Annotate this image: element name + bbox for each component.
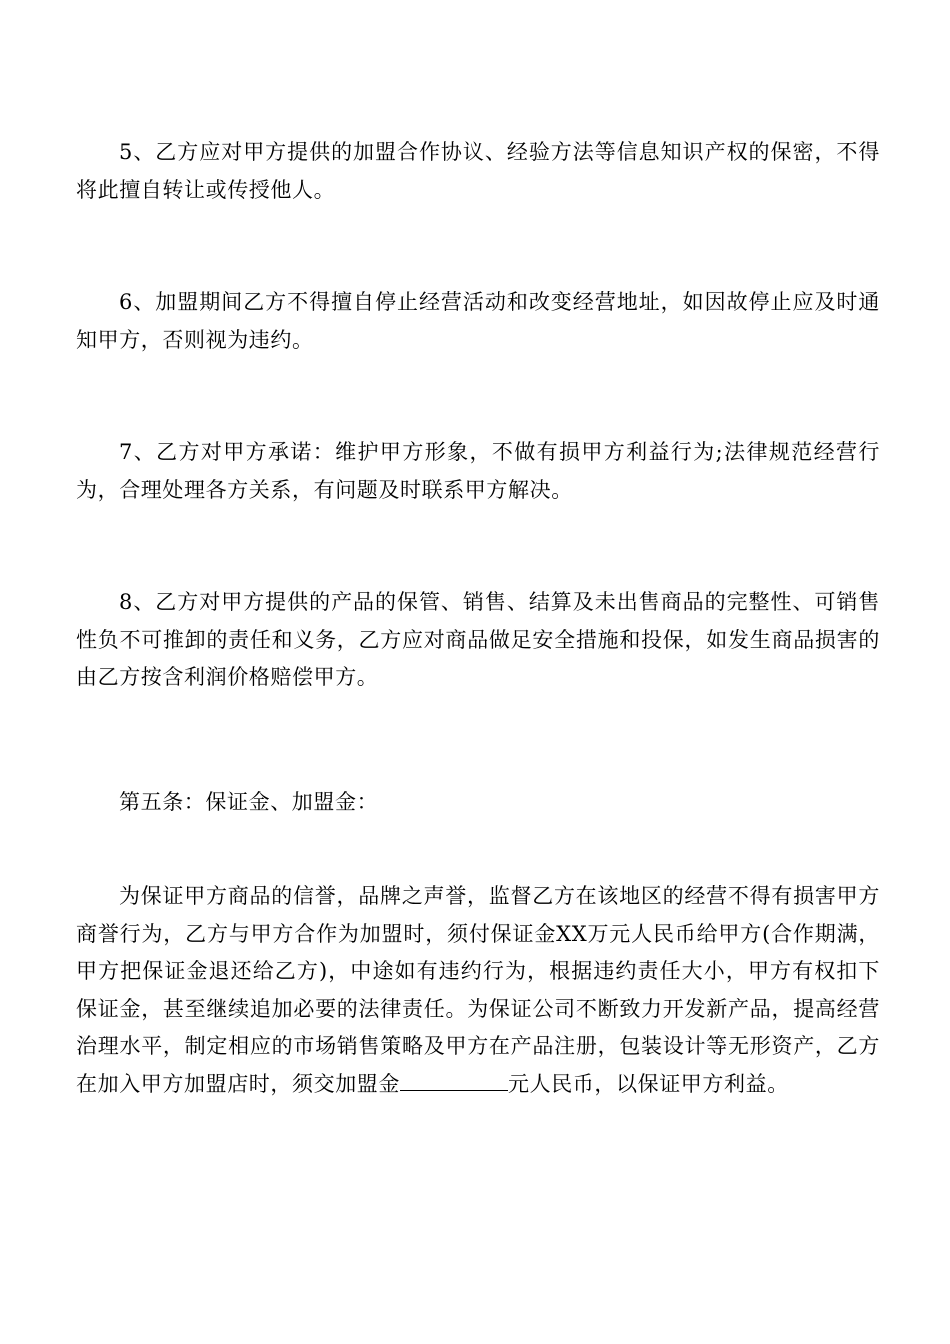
deposit-text-before-blank: 为保证甲方商品的信誉，品牌之声誉，监督乙方在该地区的经营不得有损害甲方商誉行为，乙方与甲方合作为加盟时，须付保证金XX万元人民币给甲方(合作期满，甲方把保证金退还给乙方)，中途如有违约行为，根据违约责任大小，甲方有权扣下保证金，甚至继续追加必要的法律责任。为保证公司不断致力开发新产品，提高经营治理水平，制定相应的市场销售策略及甲方在产品注册，包装设计等无形资产，乙方在加入甲方加盟店时，须交加盟金 <box>76 884 880 1096</box>
clause-5: 5、乙方应对甲方提供的加盟合作协议、经验方法等信息知识产权的保密，不得将此擅自转让或传授他人。 <box>76 140 880 202</box>
clause-8: 8、乙方对甲方提供的产品的保管、销售、结算及未出售商品的完整性、可销售性负不可推卸的责任和义务，乙方应对商品做足安全措施和投保，如发生商品损害的由乙方按含利润价格赔偿甲方。 <box>76 590 880 690</box>
clause-6: 6、加盟期间乙方不得擅自停止经营活动和改变经营地址，如因故停止应及时通知甲方，否则视为违约。 <box>76 290 880 352</box>
deposit-paragraph <box>76 878 880 1104</box>
section-heading: 第五条：保证金、加盟金： <box>119 790 379 814</box>
clause-7: 7、乙方对甲方承诺：维护甲方形象，不做有损甲方利益行为;法律规范经营行为，合理处理各方关系，有问题及时联系甲方解决。 <box>76 440 880 502</box>
franchise-fee-blank <box>400 1068 508 1091</box>
deposit-text-after-blank: 元人民币，以保证甲方利益。 <box>508 1071 789 1096</box>
